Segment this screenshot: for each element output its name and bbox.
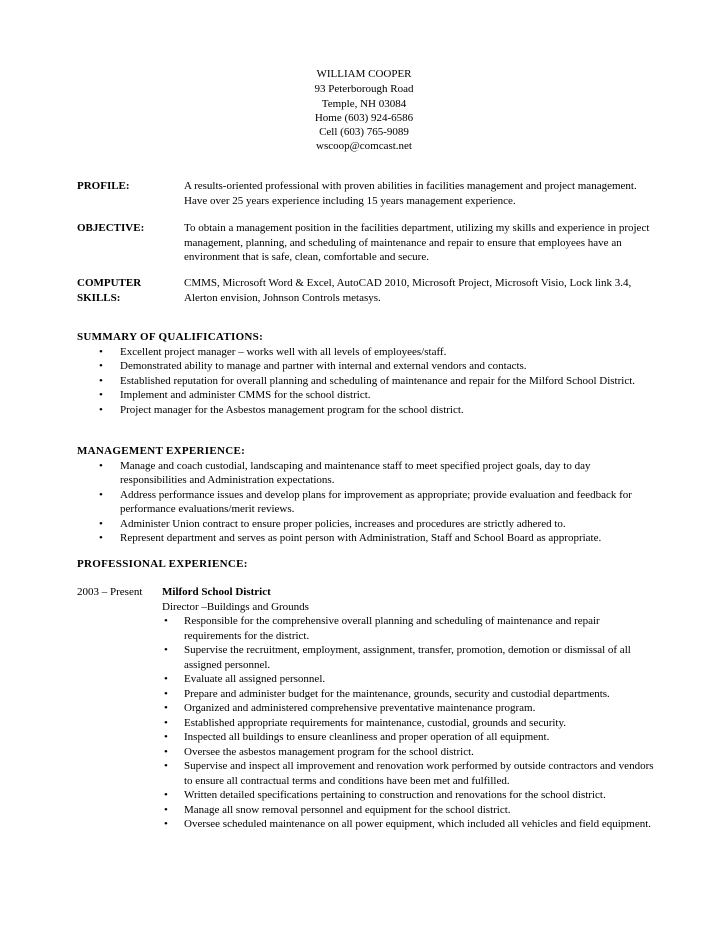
list-item: • Manage all snow removal personnel and equipment for the school district. bbox=[162, 803, 657, 818]
list-item: • Established appropriate requirements for maintenance, custodial, grounds and security. bbox=[162, 716, 657, 731]
management-list bbox=[77, 459, 657, 546]
list-item: • Written detailed specifications pertaining to construction and renovations for the school district. bbox=[162, 788, 657, 803]
professional-section bbox=[77, 557, 657, 572]
summary-list bbox=[77, 345, 657, 418]
objective-section bbox=[77, 221, 657, 265]
list-item: • Project manager for the Asbestos management program for the school district. bbox=[77, 403, 657, 418]
profile-label: PROFILE: bbox=[77, 180, 130, 192]
objective-text: To obtain a management position in the facilities department, utilizing my skills and experience in project management, planning, and scheduling of maintenance and repair to ensure that employees have an environment that is safe, clean, comfortable and secure. bbox=[184, 222, 650, 263]
computer-skills-text: CMMS, Microsoft Word & Excel, AutoCAD 2010, Microsoft Project, Microsoft Visio, Lock link 3.4, Alerton envision, Johnson Controls metasys. bbox=[184, 277, 632, 304]
job-employer: Milford School District bbox=[162, 586, 271, 598]
list-item: • Established reputation for overall planning and scheduling of maintenance and repair for the Milford School District. bbox=[77, 374, 657, 389]
job-duties-list bbox=[162, 614, 657, 832]
list-item: • Excellent project manager – works well with all levels of employees/staff. bbox=[77, 345, 657, 360]
list-item: • Inspected all buildings to ensure cleanliness and proper operation of all equipment. bbox=[162, 730, 657, 745]
list-item: • Represent department and serves as point person with Administration, Staff and School Board as appropriate. bbox=[77, 531, 657, 546]
computer-label-line2: SKILLS: bbox=[77, 291, 121, 304]
list-item: • Address performance issues and develop plans for improvement as appropriate; provide evaluation and feedback for performance evaluations/merit reviews. bbox=[77, 488, 657, 517]
profile-section bbox=[77, 179, 657, 208]
email: wscoop@comcast.net bbox=[316, 140, 412, 152]
job-dates: 2003 – Present bbox=[77, 586, 143, 598]
list-item: • Implement and administer CMMS for the school district. bbox=[77, 388, 657, 403]
list-item: • Oversee scheduled maintenance on all power equipment, which included all vehicles and field equipment. bbox=[162, 817, 657, 832]
management-heading: MANAGEMENT EXPERIENCE: bbox=[77, 445, 246, 457]
profile-text: A results-oriented professional with proven abilities in facilities management and project management. Have over 25 years experience including 15 years management experience. bbox=[184, 180, 637, 207]
list-item: • Supervise and inspect all improvement and renovation work performed by outside contractors and vendors to ensure all contractual terms and conditions have been met and fulfilled. bbox=[162, 759, 657, 788]
address-line-1: 93 Peterborough Road bbox=[314, 83, 414, 95]
list-item: • Responsible for the comprehensive overall planning and scheduling of maintenance and repair requirements for the district. bbox=[162, 614, 657, 643]
list-item: • Manage and coach custodial, landscaping and maintenance staff to meet specified project goals, day to day responsibilities and Administration expectations. bbox=[77, 459, 657, 488]
list-item: • Organized and administered comprehensive preventative maintenance program. bbox=[162, 701, 657, 716]
home-phone: Home (603) 924-6586 bbox=[314, 112, 414, 124]
computer-label-line1: COMPUTER bbox=[77, 277, 142, 289]
job-title: Director –Buildings and Grounds bbox=[162, 600, 309, 613]
list-item: • Evaluate all assigned personnel. bbox=[162, 672, 657, 687]
job-details bbox=[162, 585, 657, 832]
candidate-name: WILLIAM COOPER bbox=[316, 68, 412, 80]
objective-label: OBJECTIVE: bbox=[77, 222, 145, 234]
professional-heading: PROFESSIONAL EXPERIENCE: bbox=[77, 558, 248, 570]
computer-skills-section bbox=[77, 276, 657, 305]
cell-phone: Cell (603) 765-9089 bbox=[319, 126, 409, 138]
list-item: • Demonstrated ability to manage and partner with internal and external vendors and contacts. bbox=[77, 359, 657, 374]
list-item: • Supervise the recruitment, employment, assignment, transfer, promotion, demotion or dismissal of all assigned personnel. bbox=[162, 643, 657, 672]
list-item: • Prepare and administer budget for the maintenance, grounds, security and custodial departments. bbox=[162, 687, 657, 702]
computer-skills-label bbox=[77, 276, 184, 305]
list-item: • Administer Union contract to ensure proper policies, increases and procedures are strictly adhered to. bbox=[77, 517, 657, 532]
list-item: • Oversee the asbestos management program for the school district. bbox=[162, 745, 657, 760]
address-line-2: Temple, NH 03084 bbox=[321, 98, 407, 110]
management-section bbox=[77, 444, 657, 546]
summary-section bbox=[77, 330, 657, 417]
summary-heading: SUMMARY OF QUALIFICATIONS: bbox=[77, 331, 264, 343]
